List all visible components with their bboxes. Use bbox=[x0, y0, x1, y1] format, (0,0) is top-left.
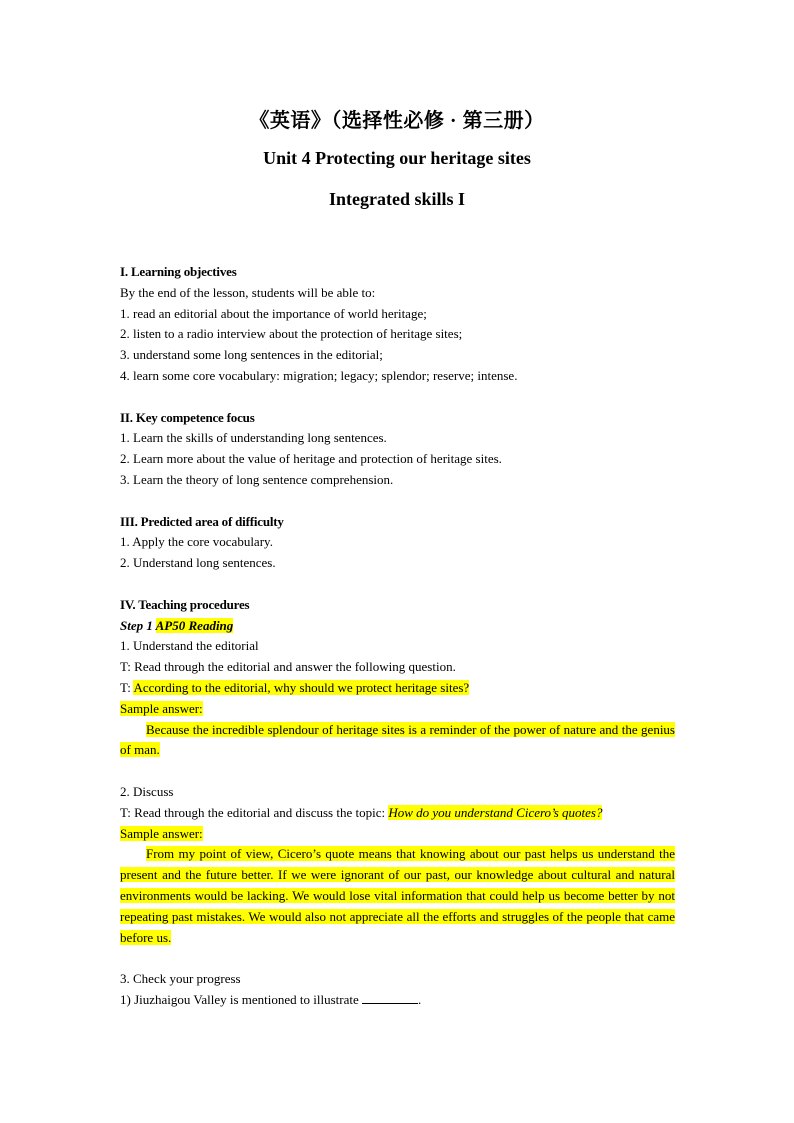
question-text: According to the editorial, why should we protect heritage sites? bbox=[133, 679, 470, 695]
part1-instruction: T: Read through the editorial and answer the following question. bbox=[120, 659, 456, 675]
section-heading-difficulty: III. Predicted area of difficulty bbox=[120, 513, 284, 529]
sample-answer-label: Sample answer: bbox=[120, 700, 203, 716]
book-title: 《英语》（选择性必修 · 第三册） bbox=[249, 110, 545, 132]
competence-item: 3. Learn the theory of long sentence comprehension. bbox=[120, 471, 394, 487]
step-label: AP50 Reading bbox=[155, 617, 234, 633]
section-heading-objectives: I. Learning objectives bbox=[120, 264, 237, 279]
sample-answer-text: Because the incredible splendour of heritage sites is a reminder of the power of nature and the genius of man. bbox=[120, 721, 675, 758]
objective-item: 4. learn some core vocabulary: migration; legacy; splendor; reserve; intense. bbox=[120, 367, 518, 383]
difficulty-item: 1. Apply the core vocabulary. bbox=[120, 534, 273, 550]
step-prefix: Step 1 bbox=[120, 617, 156, 633]
progress-question: 1) Jiuzhaigou Valley is mentioned to illustrate . bbox=[120, 991, 422, 1007]
difficulty-item: 2. Understand long sentences. bbox=[120, 555, 276, 571]
step-heading bbox=[120, 616, 675, 637]
document-body bbox=[120, 262, 675, 1011]
spacer bbox=[120, 491, 675, 512]
objectives-intro: By the end of the lesson, students will be able to: bbox=[120, 284, 376, 300]
answer-blank[interactable] bbox=[362, 991, 418, 1004]
sample-answer-paragraph bbox=[120, 720, 675, 762]
objective-item: 1. read an editorial about the importance of world heritage; bbox=[120, 305, 427, 321]
spacer bbox=[120, 387, 675, 408]
part2-instruction: T: Read through the editorial and discuss the topic: How do you understand Cicero’s quotes? bbox=[120, 804, 603, 820]
sample-answer-text: From my point of view, Cicero’s quote means that knowing about our past helps us understand the present and the future better. If we were ignorant of our past, our knowledge about cultural and natural environments would be lacking. We would lose vital information that could help us become better by not repeating past mistakes. We would also not appreciate all the efforts and struggles of the people that came before us. bbox=[120, 846, 675, 945]
competence-item: 1. Learn the skills of understanding long sentences. bbox=[120, 430, 387, 446]
spacer bbox=[120, 574, 675, 595]
spacer bbox=[120, 948, 675, 969]
discussion-topic: How do you understand Cicero’s quotes? bbox=[388, 804, 603, 820]
objective-item: 2. listen to a radio interview about the protection of heritage sites; bbox=[120, 326, 463, 342]
part1-title: 1. Understand the editorial bbox=[120, 638, 259, 654]
part2-title: 2. Discuss bbox=[120, 783, 174, 799]
teacher-prefix: T: bbox=[120, 679, 134, 695]
sample-answer-paragraph bbox=[120, 844, 675, 948]
part3-title: 3. Check your progress bbox=[120, 971, 241, 987]
sample-answer-label: Sample answer: bbox=[120, 825, 203, 841]
section-heading-procedures: IV. Teaching procedures bbox=[120, 596, 250, 612]
spacer bbox=[120, 761, 675, 782]
section-heading-competence: II. Key competence focus bbox=[120, 409, 255, 425]
part1-question bbox=[120, 678, 675, 699]
objective-item: 3. understand some long sentences in the editorial; bbox=[120, 347, 383, 363]
competence-item: 2. Learn more about the value of heritage and protection of heritage sites. bbox=[120, 451, 502, 467]
lesson-title: Integrated skills I bbox=[328, 189, 465, 209]
unit-title: Unit 4 Protecting our heritage sites bbox=[263, 148, 531, 168]
